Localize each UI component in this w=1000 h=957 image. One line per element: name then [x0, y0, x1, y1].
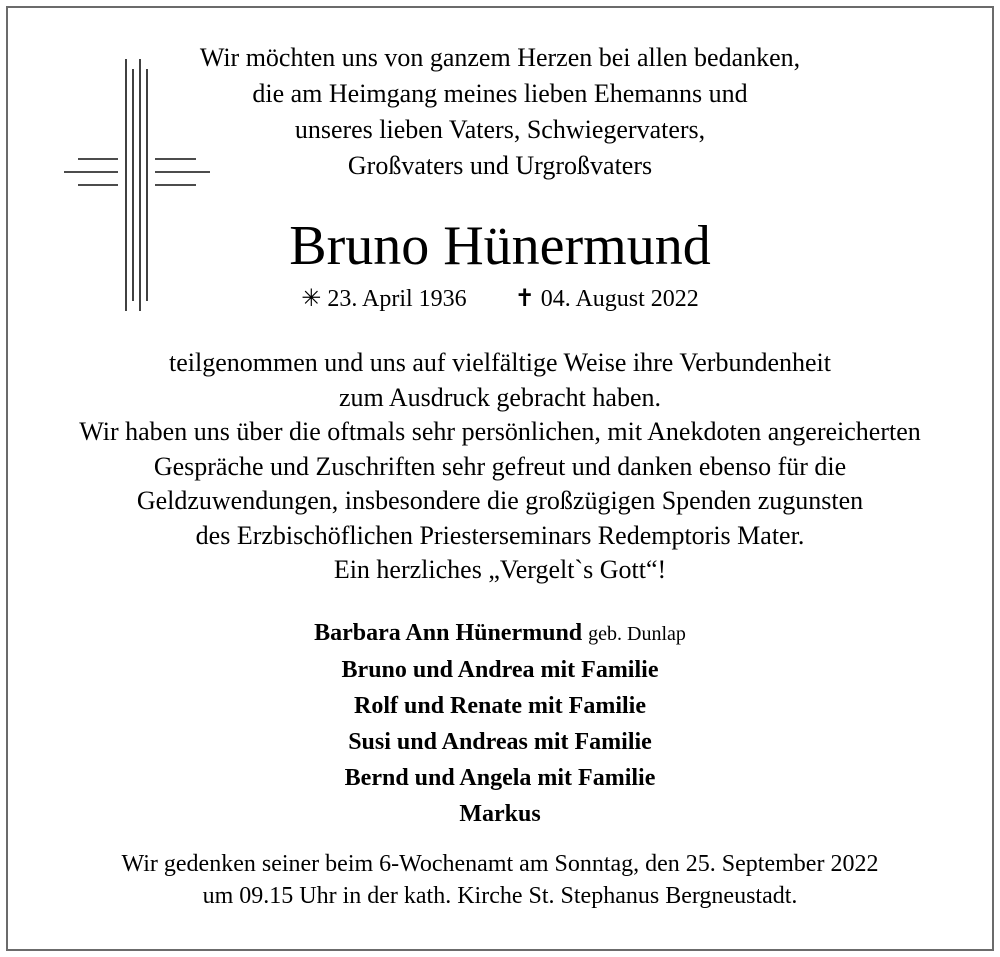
- birth-symbol-icon: ✳: [301, 286, 322, 312]
- signature-line: Bernd und Angela mit Familie: [344, 765, 656, 791]
- signature-line: Markus: [459, 801, 541, 827]
- closing-line: Wir gedenken seiner beim 6-Wochenamt am Sonntag, den 25. September 2022: [121, 851, 879, 877]
- death-date: 04. August 2022: [540, 286, 699, 312]
- signature-line: Susi und Andreas mit Familie: [348, 729, 652, 755]
- body-line: teilgenommen und uns auf vielfältige Weise ihre Verbundenheit: [169, 348, 831, 377]
- intro-line: unseres lieben Vaters, Schwiegervaters,: [294, 115, 706, 144]
- body-line: Wir haben uns über die oftmals sehr persönlichen, mit Anekdoten angereicherten: [79, 417, 921, 446]
- intro-line: Großvaters und Urgroßvaters: [347, 151, 653, 180]
- maiden-name-note: geb. Dunlap: [588, 623, 686, 645]
- memorial-service-text: [0, 848, 1000, 912]
- body-line: des Erzbischöflichen Priesterseminars Redemptoris Mater.: [195, 520, 805, 550]
- death-symbol-icon: ✝: [514, 286, 535, 312]
- life-dates: [0, 284, 1000, 314]
- intro-line: die am Heimgang meines lieben Ehemanns und: [252, 79, 748, 108]
- signatures: [0, 615, 1000, 832]
- intro-text: [0, 40, 1000, 184]
- signature-name: Barbara Ann Hünermund: [314, 620, 583, 646]
- birth-date: 23. April 1936: [327, 286, 467, 312]
- body-line: zum Ausdruck gebracht haben.: [338, 382, 661, 412]
- deceased-name: Bruno Hünermund: [289, 215, 711, 277]
- closing-line: um 09.15 Uhr in der kath. Kirche St. Stephanus Bergneustadt.: [202, 883, 798, 909]
- body-line: Geldzuwendungen, insbesondere die großzügigen Spenden zugunsten: [136, 486, 864, 515]
- thanks-text: [0, 346, 1000, 588]
- body-line: Ein herzliches „Vergelt`s Gott“!: [333, 555, 667, 584]
- signature-line: [0, 615, 1000, 652]
- signature-line: Bruno und Andrea mit Familie: [341, 657, 659, 683]
- intro-line: Wir möchten uns von ganzem Herzen bei allen bedanken,: [199, 43, 801, 72]
- signature-line: Rolf und Renate mit Familie: [354, 693, 646, 719]
- body-line: Gespräche und Zuschriften sehr gefreut und danken ebenso für die: [153, 451, 847, 481]
